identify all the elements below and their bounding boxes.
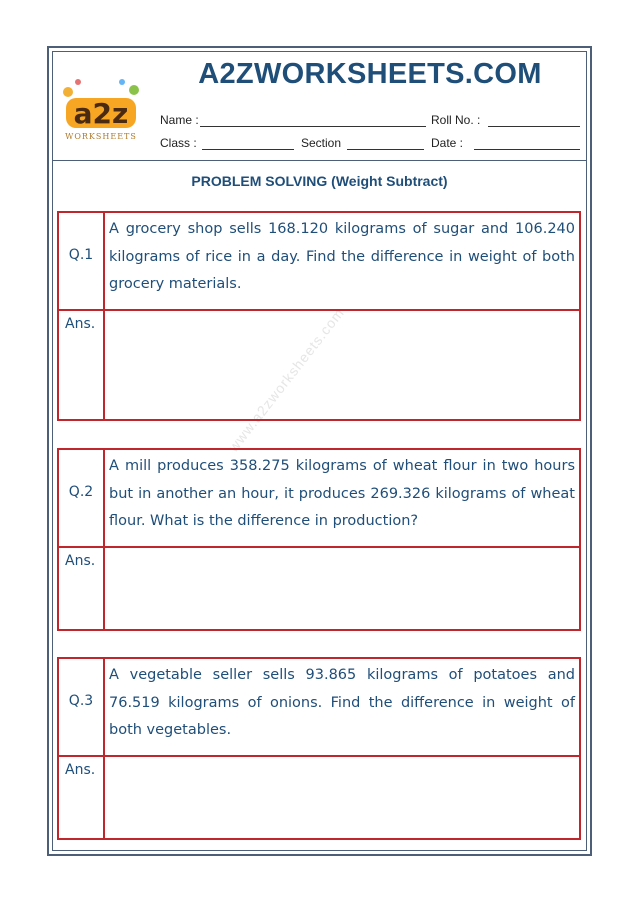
header-divider	[52, 160, 587, 161]
date-label: Date :	[431, 136, 464, 150]
answer-label: Ans.	[65, 762, 96, 778]
question-box-2	[57, 448, 581, 631]
answer-label: Ans.	[65, 316, 96, 332]
answer-area[interactable]	[105, 548, 579, 629]
question-box-1	[57, 211, 581, 421]
question-number: Q.1	[68, 247, 94, 263]
logo-text: a2z	[73, 97, 129, 130]
question-number: Q.3	[68, 693, 94, 709]
section-field[interactable]	[347, 149, 424, 150]
name-field[interactable]	[200, 126, 426, 127]
answer-label: Ans.	[65, 553, 96, 569]
name-label: Name :	[160, 113, 199, 127]
question-text: A vegetable seller sells 93.865 kilograms of potatoes and 76.519 kilograms of onions. Find the difference in weight of both vegetables.	[109, 667, 575, 738]
date-field[interactable]	[474, 149, 580, 150]
section-label: Section	[301, 136, 342, 150]
question-text: A mill produces 358.275 kilograms of wheat flour in two hours but in another an hour, it produces 269.326 kilograms of wheat flour. What is the difference in production?	[109, 458, 575, 529]
question-number: Q.2	[68, 484, 94, 500]
question-box-3	[57, 657, 581, 840]
a2z-logo	[58, 78, 144, 144]
answer-area[interactable]	[105, 311, 579, 419]
roll-label: Roll No. :	[431, 113, 481, 127]
roll-field[interactable]	[488, 126, 580, 127]
class-field[interactable]	[202, 149, 294, 150]
logo-subtext: WORKSHEETS	[65, 132, 137, 141]
class-label: Class :	[160, 136, 197, 150]
worksheet-subtitle: PROBLEM SOLVING (Weight Subtract)	[191, 173, 448, 189]
watermark: www.a2zworksheets.com	[225, 304, 348, 455]
question-text: A grocery shop sells 168.120 kilograms of sugar and 106.240 kilograms of rice in a day. Find the difference in weight of both grocery materials.	[109, 221, 575, 292]
site-title: A2ZWORKSHEETS.COM	[198, 58, 542, 90]
answer-area[interactable]	[105, 757, 579, 838]
